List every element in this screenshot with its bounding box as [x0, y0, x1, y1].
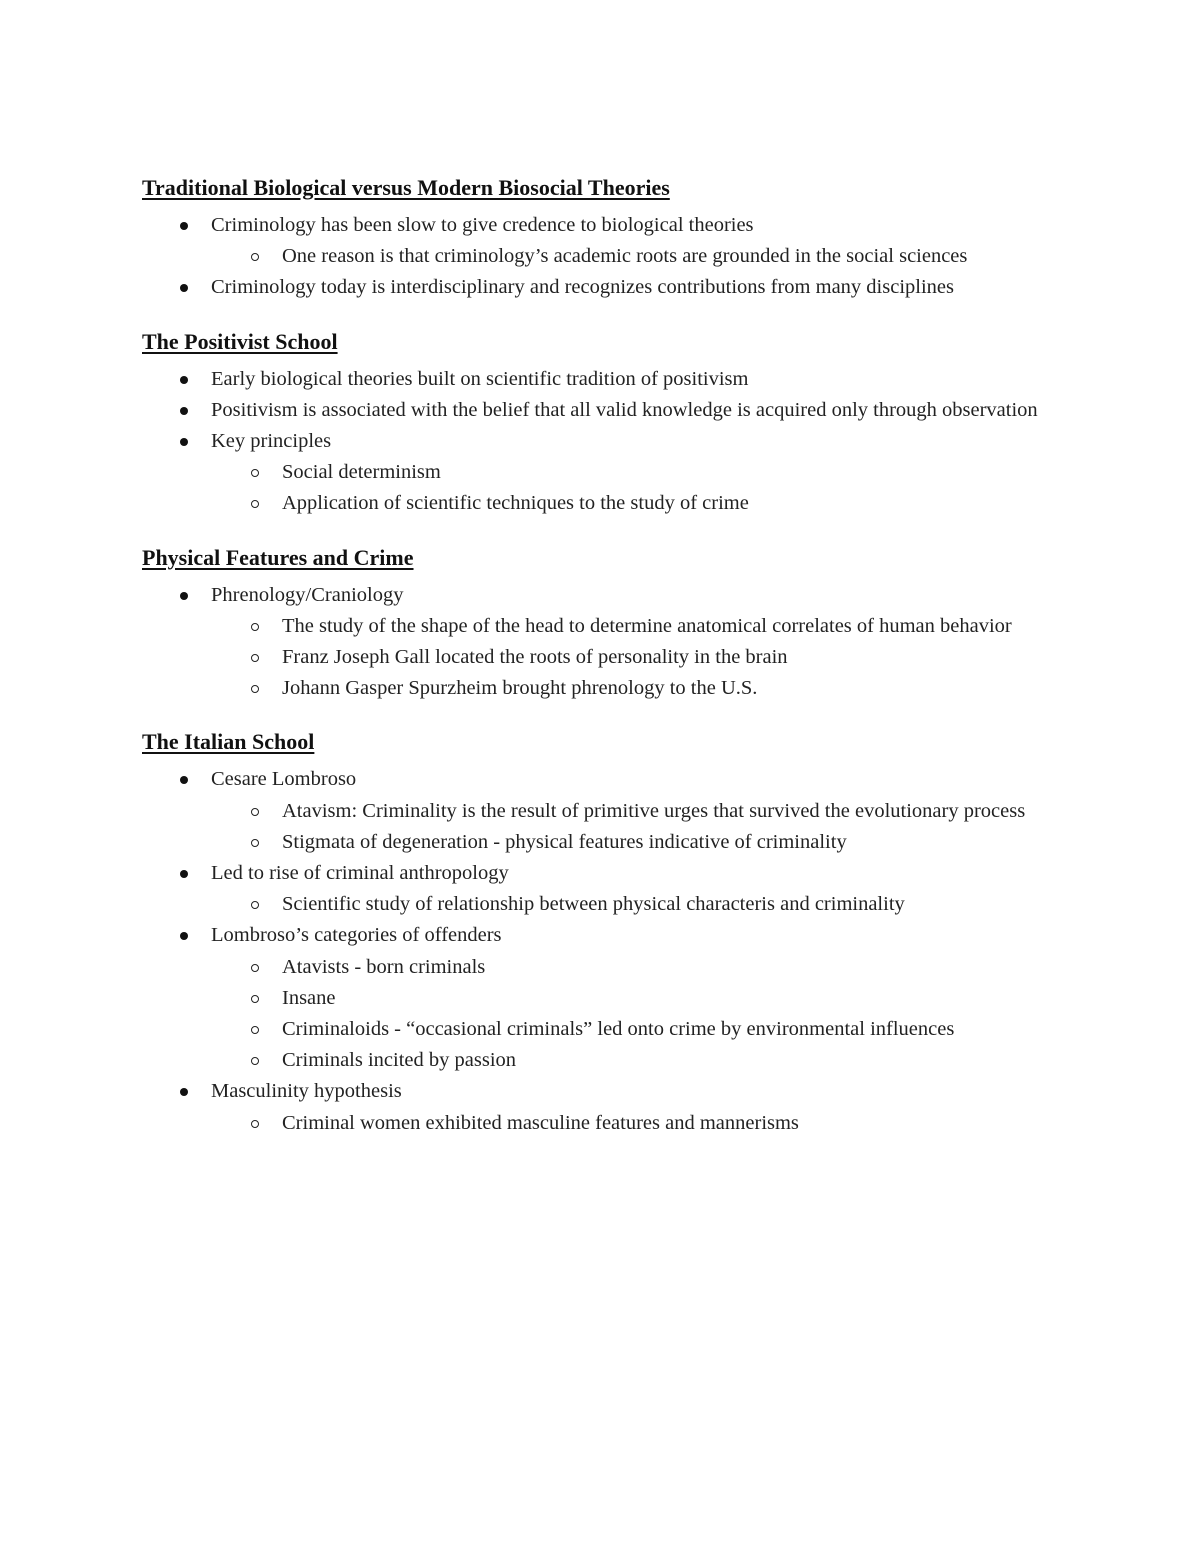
section-heading: The Positivist School: [142, 328, 338, 354]
sub-list-item: [142, 1014, 1082, 1045]
list-item: [142, 272, 1082, 303]
sub-list-item: [142, 889, 1082, 920]
sub-list-item: [142, 611, 1082, 642]
list-item-text: Criminal women exhibited masculine features and mannerisms: [282, 1111, 799, 1134]
bullet-dot-icon: [180, 592, 188, 600]
list-item: [142, 426, 1082, 457]
bullet-circle-icon: [251, 685, 259, 693]
list-item-text: Atavism: Criminality is the result of primitive urges that survived the evolutionary process: [282, 799, 1026, 822]
sub-list-item: [142, 457, 1082, 488]
bullet-dot-icon: [180, 376, 188, 384]
section-heading: Traditional Biological versus Modern Biosocial Theories: [142, 175, 670, 200]
bullet-circle-icon: [251, 253, 259, 261]
bullet-circle-icon: [251, 623, 259, 631]
sub-list-item: [142, 1045, 1082, 1076]
list-item-text: Cesare Lombroso: [211, 768, 357, 791]
list-item: [142, 580, 1082, 611]
list-item-text: Led to rise of criminal anthropology: [211, 862, 509, 885]
bullet-dot-icon: [180, 407, 188, 415]
sub-list-item: [142, 983, 1082, 1014]
list-item: [142, 920, 1082, 951]
bullet-circle-icon: [251, 839, 259, 847]
list-item-text: Johann Gasper Spurzheim brought phrenology to the U.S.: [282, 677, 758, 700]
sub-list-item: [142, 642, 1082, 673]
bullet-list: [142, 210, 1082, 304]
list-item-text: Masculinity hypothesis: [211, 1080, 402, 1103]
list-item-text: Criminology has been slow to give credence to biological theories: [211, 214, 754, 236]
list-item-text: One reason is that criminology’s academic roots are grounded in the social sciences: [282, 245, 968, 268]
sub-list-item: [142, 827, 1082, 858]
list-item-text: Positivism is associated with the belief that all valid knowledge is acquired only through observation: [211, 398, 1038, 421]
bullet-list: [142, 580, 1082, 705]
list-item: [142, 858, 1082, 889]
section: [142, 326, 1082, 520]
list-item-text: Stigmata of degeneration - physical features indicative of criminality: [282, 830, 847, 853]
bullet-dot-icon: [180, 438, 188, 446]
list-item-text: Criminals incited by passion: [282, 1049, 517, 1072]
bullet-circle-icon: [251, 500, 259, 508]
list-item-text: Scientific study of relationship between physical characteris and criminality: [282, 893, 905, 916]
list-item: [142, 364, 1082, 395]
bullet-circle-icon: [251, 1120, 259, 1128]
list-item-text: Early biological theories built on scientific tradition of positivism: [211, 367, 749, 390]
bullet-list: [142, 364, 1082, 520]
sub-list-item: [142, 241, 1082, 272]
bullet-dot-icon: [180, 1088, 188, 1096]
sub-list-item: [142, 796, 1082, 827]
list-item-text: Atavists - born criminals: [282, 955, 486, 978]
section-heading: The Italian School: [142, 729, 315, 755]
bullet-dot-icon: [180, 222, 188, 230]
bullet-dot-icon: [180, 932, 188, 940]
section: [142, 726, 1082, 1138]
bullet-circle-icon: [251, 901, 259, 909]
list-item-text: The study of the shape of the head to determine anatomical correlates of human behavior: [282, 614, 1012, 637]
sub-list-item: [142, 673, 1082, 704]
list-item: [142, 210, 1082, 241]
bullet-circle-icon: [251, 1057, 259, 1065]
bullet-circle-icon: [251, 995, 259, 1003]
sub-list-item: [142, 488, 1082, 519]
bullet-circle-icon: [251, 1026, 259, 1034]
bullet-dot-icon: [180, 776, 188, 784]
list-item-text: Phrenology/Craniology: [211, 583, 404, 606]
list-item-text: Application of scientific techniques to the study of crime: [282, 492, 749, 515]
section-heading: Physical Features and Crime: [142, 544, 414, 570]
sub-list-item: [142, 1108, 1082, 1139]
list-item: [142, 395, 1082, 426]
list-item: [142, 1076, 1082, 1107]
bullet-circle-icon: [251, 469, 259, 477]
bullet-circle-icon: [251, 808, 259, 816]
list-item-text: Lombroso’s categories of offenders: [211, 924, 502, 947]
bullet-list: [142, 764, 1082, 1138]
bullet-dot-icon: [180, 284, 188, 292]
bullet-dot-icon: [180, 870, 188, 878]
list-item-text: Key principles: [211, 430, 332, 453]
sub-list-item: [142, 952, 1082, 983]
document-body: [142, 172, 1082, 1161]
list-item-text: Franz Joseph Gall located the roots of personality in the brain: [282, 646, 788, 669]
list-item-text: Insane: [282, 986, 336, 1009]
bullet-circle-icon: [251, 964, 259, 972]
bullet-circle-icon: [251, 654, 259, 662]
list-item: [142, 764, 1082, 795]
section: [142, 172, 1082, 304]
list-item-text: Social determinism: [282, 461, 441, 484]
list-item-text: Criminaloids - “occasional criminals” led onto crime by environmental influences: [282, 1018, 955, 1041]
section: [142, 542, 1082, 705]
list-item-text: Criminology today is interdisciplinary and recognizes contributions from many disciplines: [211, 276, 954, 299]
